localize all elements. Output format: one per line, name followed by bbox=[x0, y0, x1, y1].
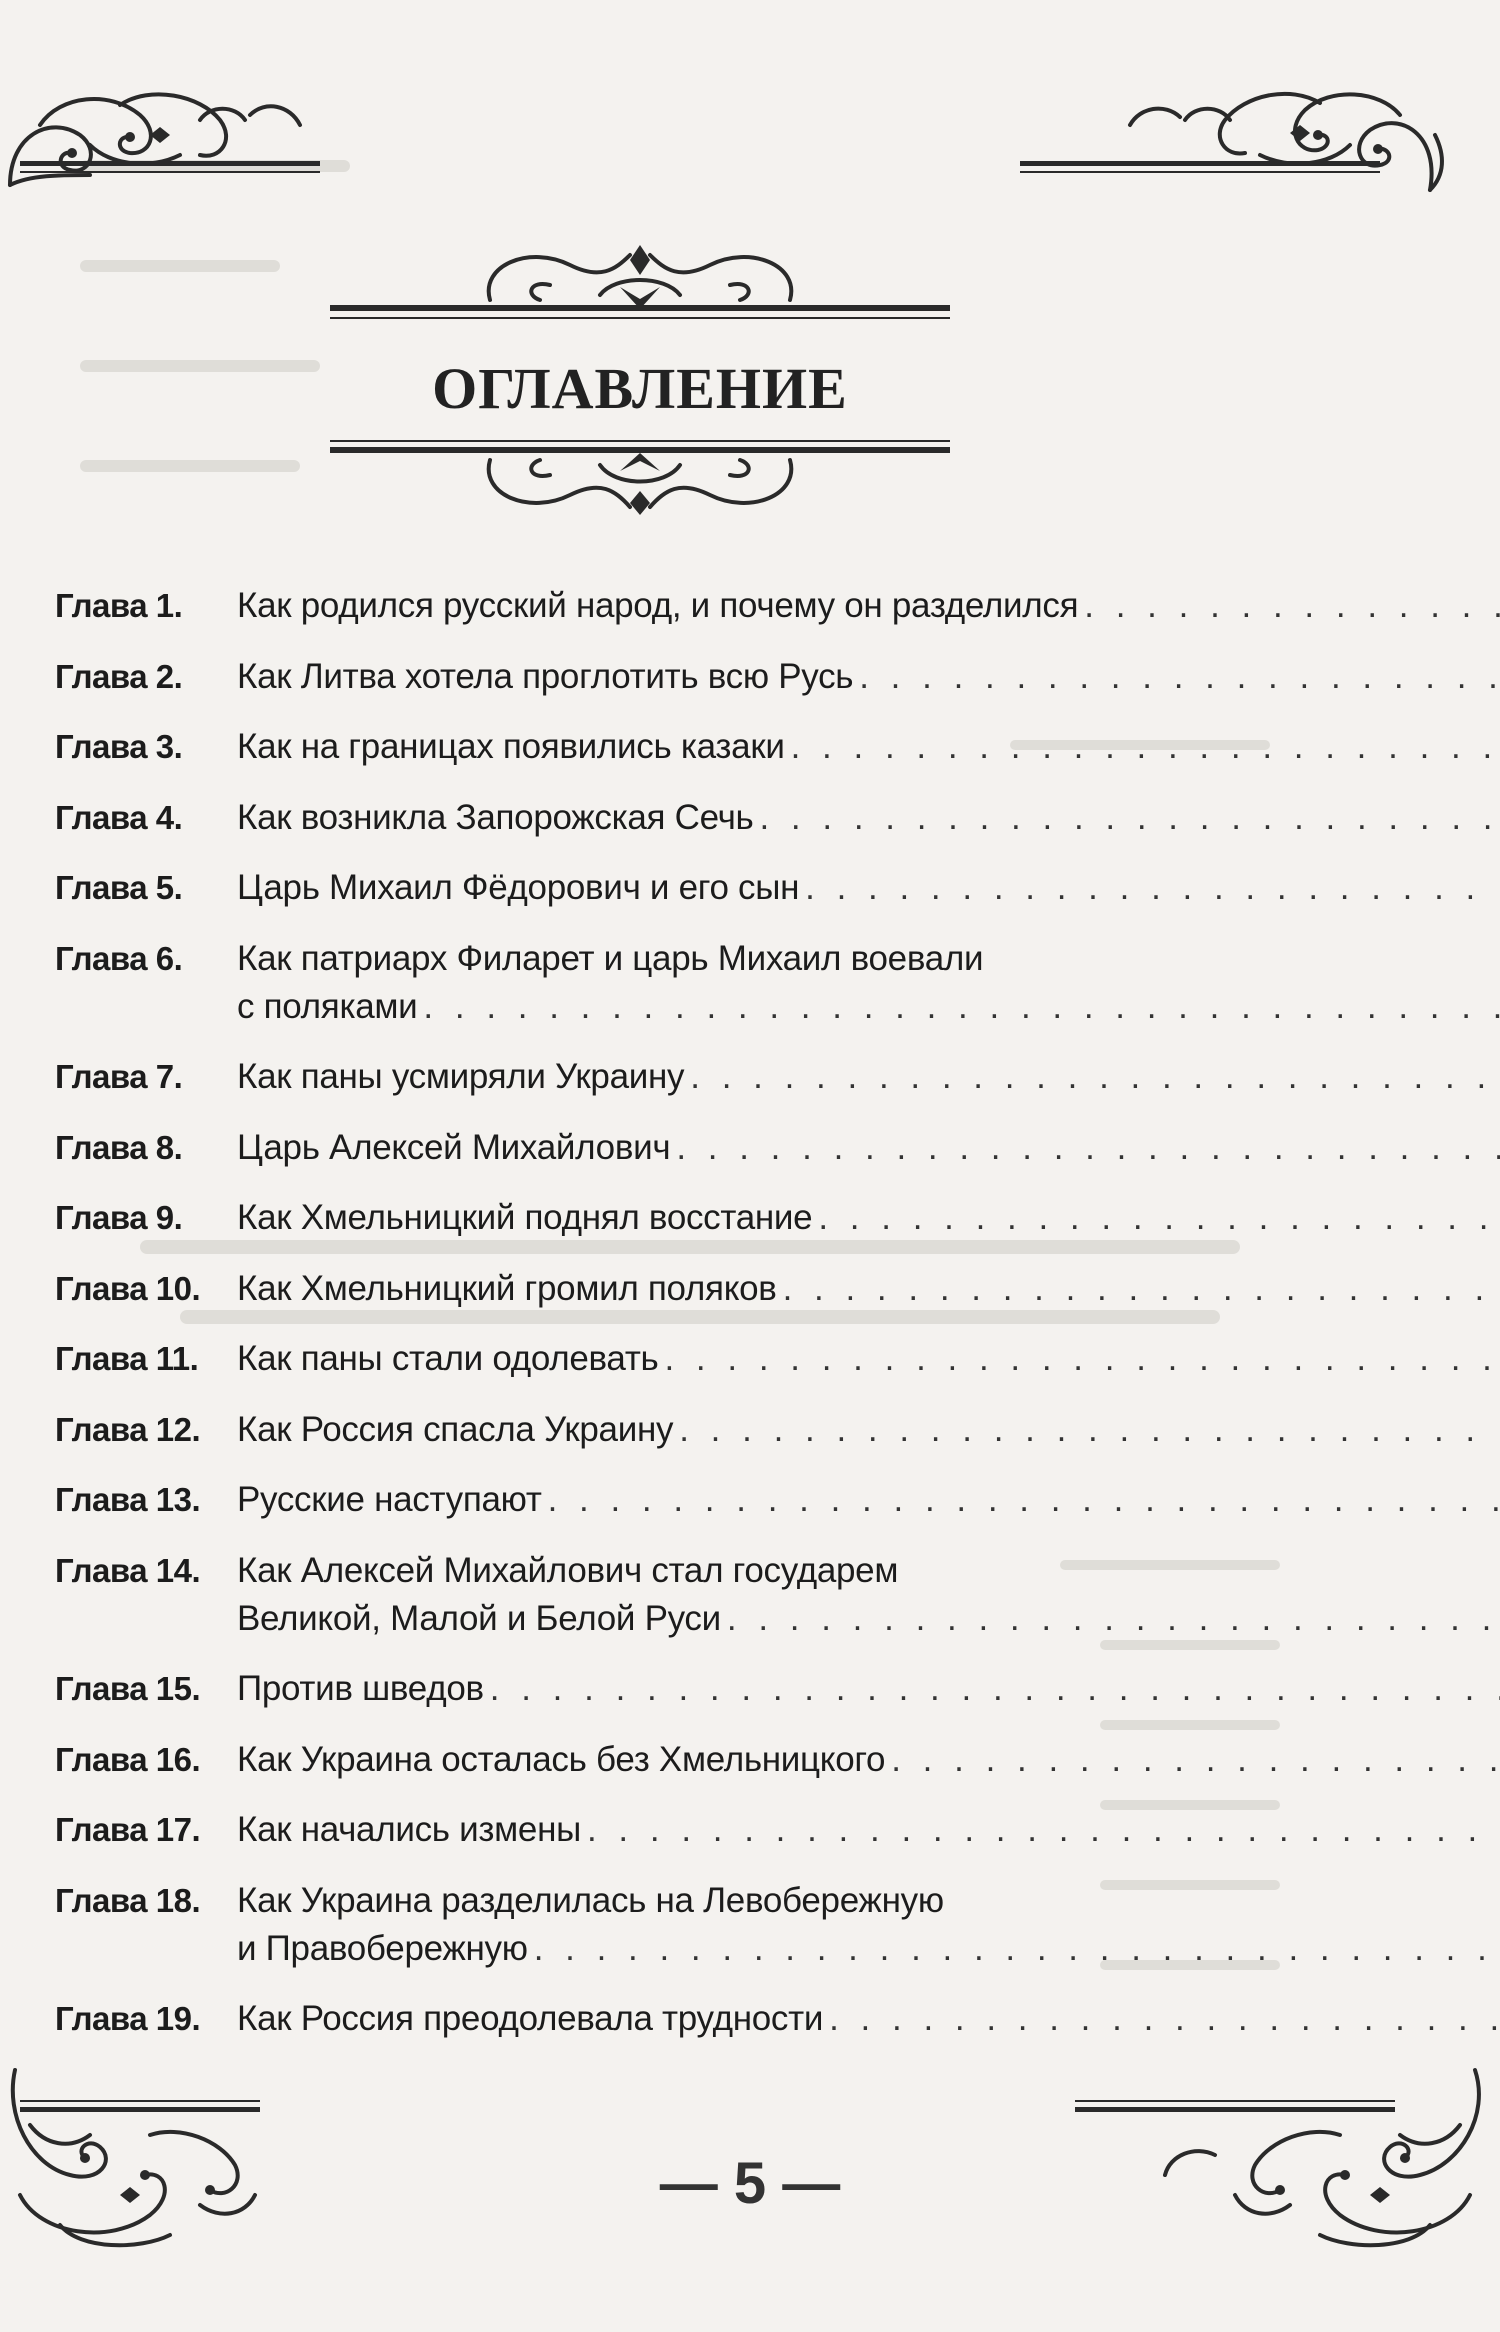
toc-entry bbox=[55, 1806, 1280, 1854]
chapter-label: Глава 2. bbox=[55, 657, 183, 695]
chapter-title: с поляками bbox=[237, 986, 418, 1026]
chapter-title-block bbox=[237, 1194, 1500, 1242]
chapter-title-block bbox=[237, 794, 1500, 842]
chapter-title-block bbox=[237, 723, 1500, 771]
dot-leader bbox=[534, 1925, 1500, 1973]
chapter-title: Против шведов bbox=[237, 1669, 484, 1708]
toc-entry bbox=[55, 1665, 1280, 1713]
chapter-title: Как на границах появились казаки bbox=[237, 727, 785, 766]
dot-leader bbox=[423, 983, 1500, 1031]
chapter-title: Как Хмельницкий поднял восстание bbox=[237, 1198, 813, 1237]
toc-entry bbox=[55, 1877, 1280, 1973]
dot-leader bbox=[805, 864, 1500, 912]
chapter-title: Как возникла Запорожская Сечь bbox=[237, 797, 754, 837]
chapter-label: Глава 8. bbox=[55, 1128, 183, 1166]
corner-ornament-top-right-icon bbox=[1020, 75, 1450, 205]
toc-entry bbox=[55, 723, 1280, 771]
chapter-title: Как Алексей Михайлович стал государем bbox=[237, 1550, 899, 1590]
chapter-title: Царь Михаил Фёдорович и его сын bbox=[237, 868, 800, 907]
table-of-contents bbox=[55, 582, 1280, 2066]
dot-leader bbox=[829, 1995, 1500, 2043]
chapter-title-block bbox=[237, 1124, 1500, 1172]
chapter-title: и Правобережную bbox=[237, 1928, 528, 1968]
toc-entry bbox=[55, 1265, 1280, 1313]
toc-entry bbox=[55, 653, 1280, 701]
dot-leader bbox=[1084, 582, 1500, 630]
chapter-title-block bbox=[237, 1265, 1500, 1313]
toc-entry bbox=[55, 1194, 1280, 1242]
chapter-label: Глава 16. bbox=[55, 1740, 201, 1778]
corner-ornament-top-left-icon bbox=[0, 75, 330, 205]
chapter-title: Как Литва хотела проглотить всю Русь bbox=[237, 656, 854, 696]
chapter-label: Глава 17. bbox=[55, 1811, 201, 1848]
chapter-title: Как начались измены bbox=[237, 1810, 581, 1849]
dot-leader bbox=[818, 1194, 1500, 1242]
chapter-title-block bbox=[237, 1877, 1500, 1973]
chapter-title: Как Украина осталась без Хмельницкого bbox=[237, 1739, 886, 1779]
toc-entry bbox=[55, 864, 1280, 912]
chapter-title: Как паны усмиряли Украину bbox=[237, 1057, 685, 1096]
chapter-title-block bbox=[237, 1995, 1500, 2043]
dot-leader bbox=[587, 1806, 1500, 1854]
toc-entry bbox=[55, 1124, 1280, 1172]
toc-entry bbox=[55, 1736, 1280, 1784]
dot-leader bbox=[859, 653, 1500, 701]
chapter-title-block bbox=[237, 935, 1500, 1031]
toc-entry bbox=[55, 1995, 1280, 2043]
toc-entry bbox=[55, 1335, 1280, 1383]
chapter-title-block bbox=[237, 1665, 1500, 1713]
chapter-label: Глава 13. bbox=[55, 1481, 201, 1518]
dot-leader bbox=[679, 1406, 1500, 1454]
toc-entry bbox=[55, 1547, 1280, 1643]
chapter-title: Великой, Малой и Белой Руси bbox=[237, 1598, 721, 1638]
dot-leader bbox=[791, 723, 1500, 771]
dot-leader bbox=[676, 1124, 1500, 1172]
chapter-title: Русские наступают bbox=[237, 1480, 542, 1519]
chapter-label: Глава 5. bbox=[55, 869, 183, 906]
toc-entry bbox=[55, 582, 1280, 630]
chapter-label: Глава 15. bbox=[55, 1670, 201, 1707]
chapter-title-block bbox=[237, 1335, 1500, 1383]
chapter-title: Как Хмельницкий громил поляков bbox=[237, 1268, 777, 1308]
chapter-label: Глава 19. bbox=[55, 2000, 201, 2037]
chapter-title-block bbox=[237, 1476, 1500, 1524]
dot-leader bbox=[783, 1265, 1500, 1313]
dot-leader bbox=[759, 794, 1500, 842]
title-block bbox=[330, 225, 950, 535]
chapter-label: Глава 7. bbox=[55, 1058, 183, 1095]
toc-entry bbox=[55, 935, 1280, 1031]
chapter-title: Как паны стали одолевать bbox=[237, 1339, 659, 1378]
chapter-label: Глава 4. bbox=[55, 798, 183, 836]
chapter-label: Глава 1. bbox=[55, 587, 183, 624]
chapter-title: Как родился русский народ, и почему он разделился bbox=[237, 586, 1079, 625]
toc-entry bbox=[55, 1053, 1280, 1101]
chapter-title: Как Россия преодолевала трудности bbox=[237, 1999, 824, 2038]
chapter-label: Глава 11. bbox=[55, 1340, 199, 1377]
chapter-title-block bbox=[237, 653, 1500, 701]
chapter-label: Глава 18. bbox=[55, 1881, 201, 1919]
chapter-title-block bbox=[237, 1053, 1500, 1101]
chapter-label: Глава 14. bbox=[55, 1551, 201, 1589]
chapter-label: Глава 6. bbox=[55, 939, 183, 977]
chapter-title: Как Россия спасла Украину bbox=[237, 1409, 674, 1449]
chapter-label: Глава 9. bbox=[55, 1199, 183, 1236]
chapter-title-block bbox=[237, 1806, 1500, 1854]
chapter-title-block bbox=[237, 1406, 1500, 1454]
page-title: ОГЛАВЛЕНИЕ bbox=[432, 356, 848, 421]
chapter-title-block bbox=[237, 864, 1500, 912]
page-number: — 5 — bbox=[659, 2151, 841, 2216]
chapter-title-block bbox=[237, 1736, 1500, 1784]
toc-entry bbox=[55, 1406, 1280, 1454]
dot-leader bbox=[664, 1335, 1500, 1383]
chapter-title-block bbox=[237, 1547, 1500, 1643]
dot-leader bbox=[490, 1665, 1500, 1713]
chapter-label: Глава 10. bbox=[55, 1269, 201, 1307]
dot-leader bbox=[727, 1595, 1500, 1643]
chapter-title: Царь Алексей Михайлович bbox=[237, 1127, 671, 1167]
toc-entry bbox=[55, 794, 1280, 842]
dot-leader bbox=[548, 1476, 1500, 1524]
toc-entry bbox=[55, 1476, 1280, 1524]
chapter-title: Как патриарх Филарет и царь Михаил воевали bbox=[237, 938, 984, 978]
dot-leader bbox=[891, 1736, 1500, 1784]
chapter-label: Глава 3. bbox=[55, 728, 183, 765]
chapter-title: Как Украина разделилась на Левобережную bbox=[237, 1880, 944, 1920]
chapter-title-block bbox=[237, 582, 1500, 630]
dot-leader bbox=[690, 1053, 1500, 1101]
chapter-label: Глава 12. bbox=[55, 1410, 201, 1448]
